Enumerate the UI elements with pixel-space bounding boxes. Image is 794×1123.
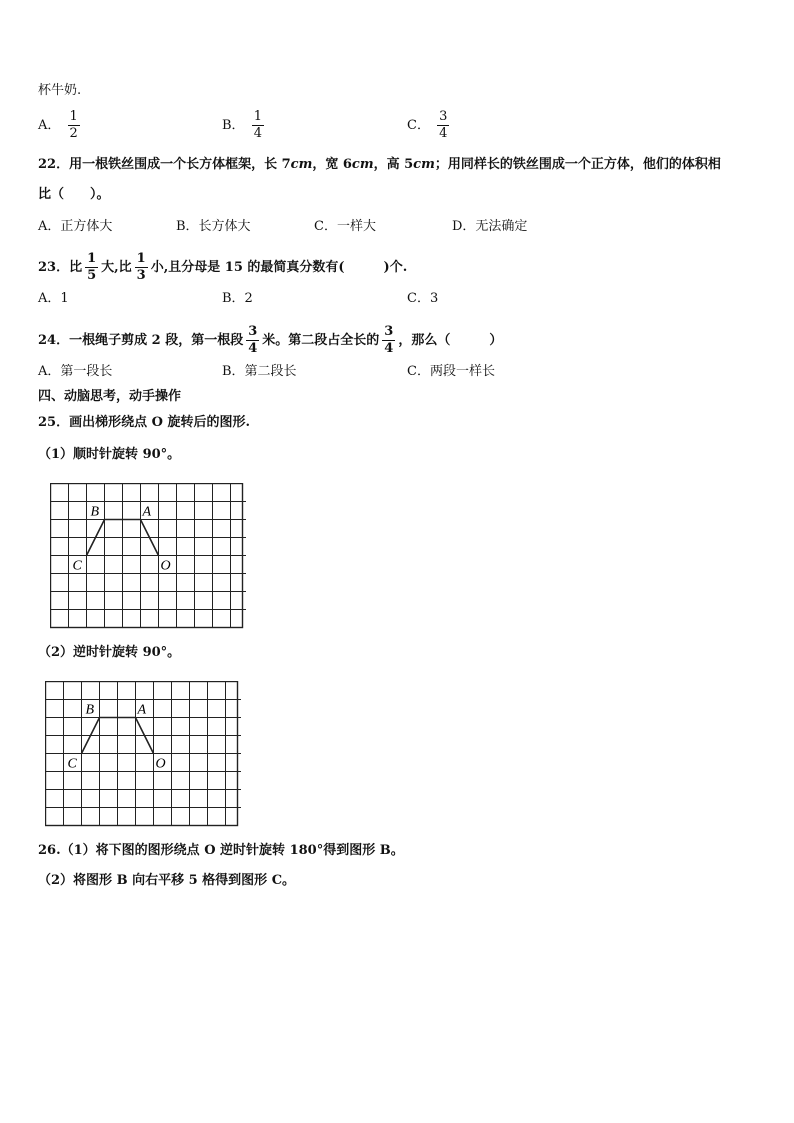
fraction-denominator: 4 (253, 126, 262, 141)
fraction (252, 110, 264, 141)
q26-line2: （2）将图形 B 向右平移 5 格得到图形 C。 (38, 873, 296, 888)
point-label-c: C (72, 558, 82, 574)
q23-option-c[interactable]: C．3 (407, 291, 439, 306)
fraction (246, 325, 259, 356)
q21-tail-text: 杯牛奶. (38, 83, 82, 98)
option-label: B． (222, 118, 245, 133)
fraction-denominator: 4 (439, 126, 448, 141)
fraction-denominator: 3 (136, 268, 146, 283)
q21-option-b[interactable] (222, 110, 267, 141)
q22-question (38, 156, 721, 174)
point-label-b: B (85, 702, 95, 718)
q21-option-a[interactable] (38, 110, 83, 141)
fraction-denominator: 5 (87, 268, 97, 283)
point-label-o: O (155, 756, 166, 772)
q24-question (38, 325, 502, 356)
q22-option-d[interactable]: D．无法确定 (452, 219, 528, 234)
q23-option-b[interactable]: B．2 (222, 291, 253, 306)
unit-cm: cm (351, 157, 374, 172)
grid-2-svg (45, 681, 241, 827)
fraction (135, 252, 148, 283)
unit-cm: cm (290, 157, 313, 172)
q23-text-mid: 大,比 (101, 260, 132, 275)
q24-option-c[interactable]: C．两段一样长 (407, 364, 495, 379)
grid-2[interactable] (45, 681, 241, 831)
point-label-b: B (90, 504, 100, 520)
point-label-o: O (160, 558, 171, 574)
q22-option-c[interactable]: C．一样大 (314, 219, 376, 234)
section-heading: 四、动脑思考，动手操作 (38, 389, 182, 404)
fraction-numerator: 1 (253, 109, 262, 124)
fraction-denominator: 2 (69, 126, 78, 141)
fraction (85, 252, 98, 283)
q22-option-b[interactable]: B．长方体大 (176, 219, 251, 234)
point-label-a: A (142, 504, 152, 520)
q25-sub1: （1）顺时针旋转 90°。 (38, 447, 181, 462)
grid-1[interactable] (50, 483, 246, 633)
grid-1-svg (50, 483, 246, 629)
fraction (437, 110, 449, 141)
q26-line1: 26.（1）将下图的图形绕点 O 逆时针旋转 180°得到图形 B。 (38, 843, 404, 858)
q24-option-b[interactable]: B．第二段长 (222, 364, 297, 379)
point-label-a: A (137, 702, 147, 718)
q23-question (38, 252, 407, 283)
q22-text-1: 22．用一根铁丝围成一个长方体框架，长 7 (38, 157, 291, 172)
fraction-denominator: 4 (248, 341, 258, 356)
fraction-numerator: 3 (248, 324, 258, 339)
fraction-denominator: 4 (384, 341, 394, 356)
q24-text-suffix: ，那么（ ） (398, 333, 503, 348)
q25-sub2: （2）逆时针旋转 90°。 (38, 645, 181, 660)
q23-text-prefix: 23．比 (38, 260, 83, 275)
q24-text-mid: 米。第二段占全长的 (262, 333, 380, 348)
q22-option-a[interactable]: A．正方体大 (38, 219, 113, 234)
unit-cm: cm (413, 157, 435, 172)
fraction (382, 325, 395, 356)
option-label: C． (407, 118, 430, 133)
fraction-numerator: 1 (69, 109, 78, 124)
q25-question: 25．画出梯形绕点 O 旋转后的图形. (38, 415, 250, 430)
option-label: A． (38, 118, 61, 133)
fraction-numerator: 3 (384, 324, 394, 339)
q24-text-prefix: 24．一根绳子剪成 2 段，第一根段 (38, 333, 244, 348)
q22-text-4: ；用同样长的铁丝围成一个正方体，他们的体积相 (434, 157, 721, 172)
fraction-numerator: 3 (439, 109, 448, 124)
q23-option-a[interactable]: A．1 (38, 291, 69, 306)
q24-option-a[interactable]: A．第一段长 (38, 364, 113, 379)
q21-option-c[interactable] (407, 110, 452, 141)
q22-question-line2: 比（ ）。 (38, 187, 110, 202)
q22-text-2: ，宽 6 (312, 157, 352, 172)
q22-text-3: ，高 5 (373, 157, 414, 172)
fraction-numerator: 1 (136, 251, 146, 266)
fraction (68, 110, 80, 141)
point-label-c: C (67, 756, 77, 772)
q23-text-suffix: 小,且分母是 15 的最简真分数有( )个. (150, 260, 408, 275)
fraction-numerator: 1 (87, 251, 97, 266)
